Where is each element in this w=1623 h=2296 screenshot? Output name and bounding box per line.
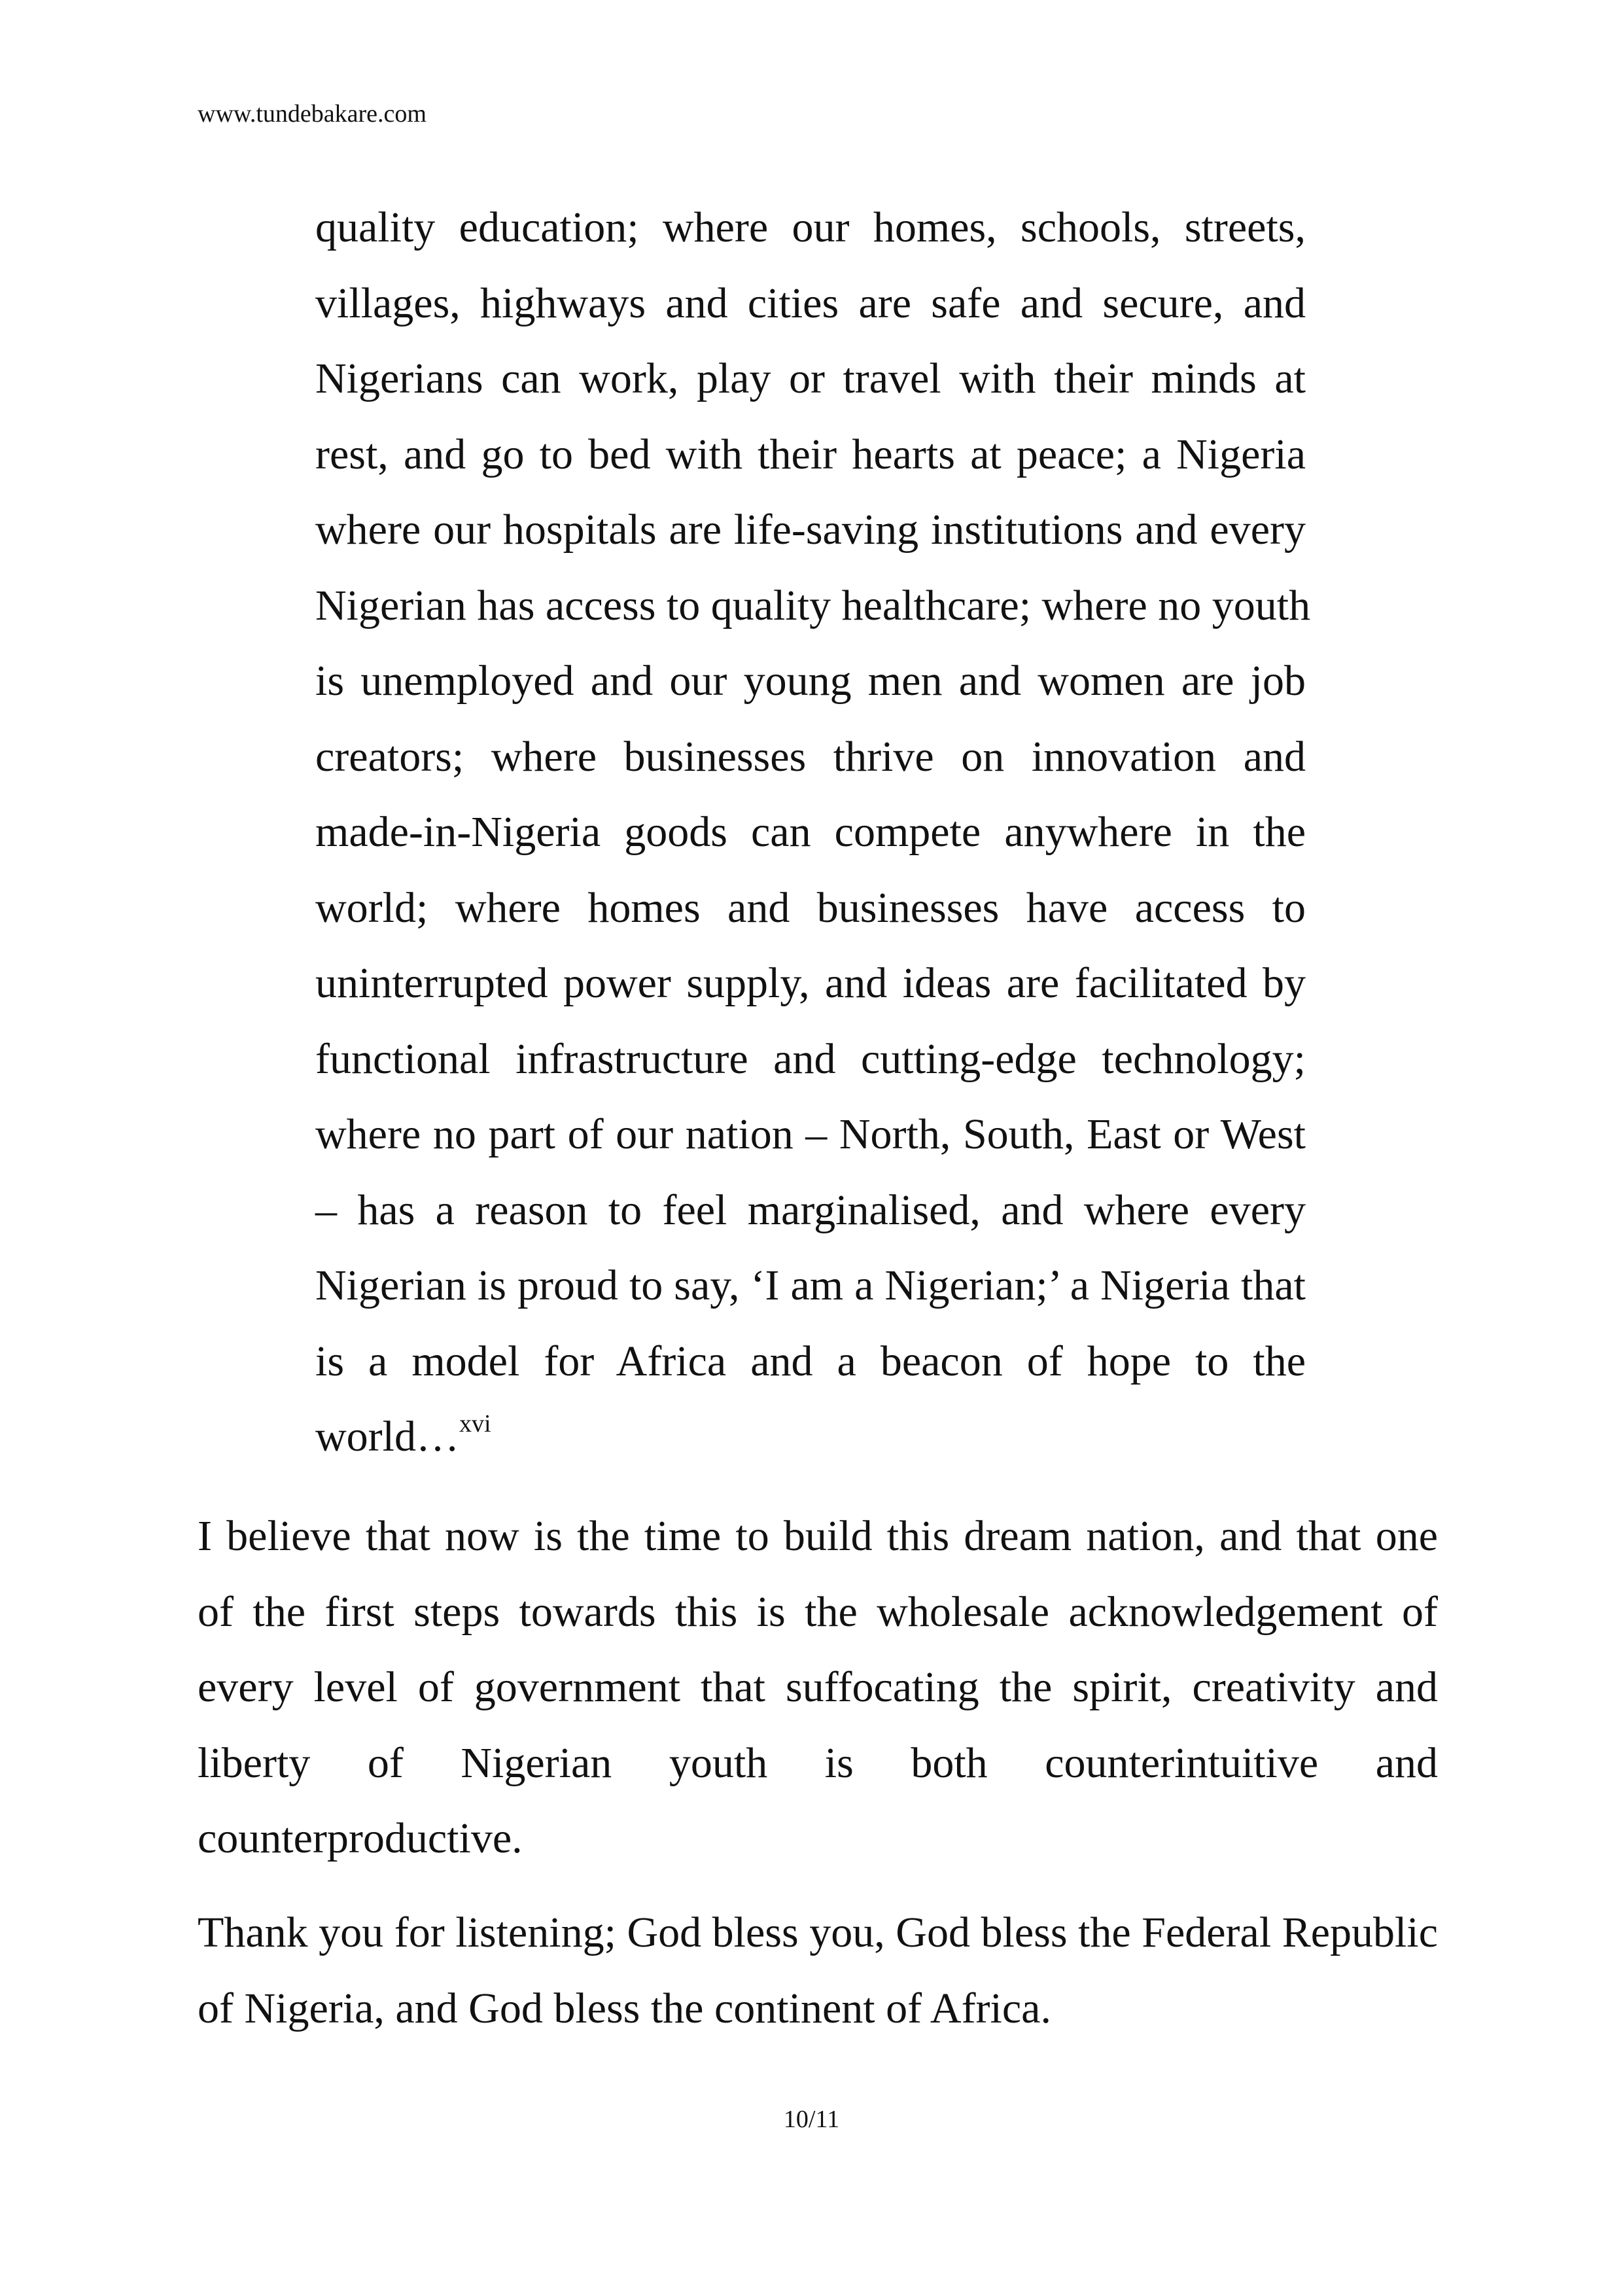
endnote-marker[interactable]: xvi [459, 1410, 491, 1438]
header-url: www.tundebakare.com [198, 100, 427, 128]
quote-line: is a model for Africa and a beacon of hope to the [315, 1337, 1306, 1385]
quote-line: where our hospitals are life-saving institutions and every [315, 506, 1306, 554]
paragraph-line: of the first steps towards this is the wholesale acknowledgement of [198, 1587, 1438, 1636]
quote-line: where no part of our nation – North, South, East or West [315, 1110, 1306, 1158]
paragraph-closing [198, 1895, 1438, 2046]
quote-line: world; where homes and businesses have access to [315, 883, 1306, 932]
quote-line: Nigerian is proud to say, ‘I am a Nigerian;’ a Nigeria that [315, 1262, 1306, 1309]
paragraph-line: of Nigeria, and God bless the continent of Africa. [198, 1984, 1051, 2032]
quote-last-line [315, 1399, 1306, 1475]
paragraph-line: liberty of Nigerian youth is both counterintuitive and [198, 1739, 1438, 1787]
quote-line: quality education; where our homes, schools, streets, [315, 203, 1306, 251]
quote-line: functional infrastructure and cutting-edge technology; [315, 1034, 1306, 1083]
paragraph-dream-nation [198, 1498, 1438, 1877]
paragraph-line: every level of government that suffocating the spirit, creativity and [198, 1663, 1438, 1711]
quote-line: Nigerians can work, play or travel with their minds at [315, 355, 1306, 402]
block-quote [315, 190, 1311, 1475]
page-number: 10/11 [783, 2106, 840, 2133]
quote-line: – has a reason to feel marginalised, and where every [315, 1186, 1306, 1234]
quote-line: creators; where businesses thrive on innovation and [315, 732, 1306, 781]
quote-line: uninterrupted power supply, and ideas are facilitated by [315, 959, 1306, 1007]
quote-last-line-text: world… [315, 1413, 459, 1460]
quote-line: Nigerian has access to quality healthcare; where no youth [315, 581, 1311, 629]
paragraph-line: counterproductive. [198, 1814, 523, 1862]
quote-line: is unemployed and our young men and women are job [315, 657, 1306, 705]
quote-line: villages, highways and cities are safe and secure, and [315, 279, 1306, 327]
paragraph-line: I believe that now is the time to build this dream nation, and that one [198, 1512, 1438, 1560]
quote-line: made-in-Nigeria goods can compete anywhere in the [315, 808, 1306, 856]
quote-line: rest, and go to bed with their hearts at peace; a Nigeria [315, 430, 1306, 478]
paragraph-line: Thank you for listening; God bless you, God bless the Federal Republic [198, 1909, 1438, 1956]
